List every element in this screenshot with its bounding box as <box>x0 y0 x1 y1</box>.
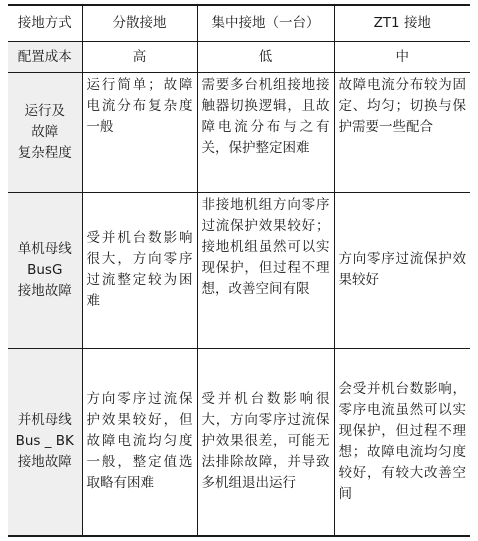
cell-cost-centralized: 低 <box>197 42 334 72</box>
table-row <box>8 192 470 348</box>
cell-busbk-centralized: 受并机台数影响很大，方向零序过流保护效果很差，可能无法排除故障，并导致多机组退出运行 <box>197 348 334 536</box>
row-head-complexity <box>8 72 82 192</box>
row-head-line: 接地故障 <box>17 454 72 471</box>
row-head-line: 复杂程度 <box>17 144 72 161</box>
cell-busg-centralized: 非接地机组方向零序过流保护效果较好；接地机组虽然可以实现保护，但过程不理想，改善空间有限 <box>197 192 334 348</box>
cell-cost-distributed: 高 <box>82 42 197 72</box>
header-distributed: 分散接地 <box>82 5 197 42</box>
cell-complexity-centralized: 需要多台机组接地接触器切换逻辑，且故障电流分布与之有关，保护整定困难 <box>197 72 334 192</box>
row-head-line: 故障 <box>31 123 59 140</box>
row-head-line: 运行及 <box>24 102 65 119</box>
header-grounding-method: 接地方式 <box>8 5 82 42</box>
cell-busbk-distributed: 方向零序过流保护效果较好，但故障电流均匀度一般，整定值选取略有困难 <box>82 348 197 536</box>
row-head-cost <box>8 42 82 72</box>
cell-cost-zt1: 中 <box>334 42 470 72</box>
row-head-line: Bus _ BK <box>15 433 74 450</box>
cell-complexity-distributed: 运行简单；故障电流分布复杂度一般 <box>82 72 197 192</box>
row-head-line: 配置成本 <box>17 48 72 65</box>
row-head-line: BusG <box>27 261 63 278</box>
header-centralized: 集中接地（一台） <box>197 5 334 42</box>
cell-complexity-zt1: 故障电流分布较为固定、均匀；切换与保护需要一些配合 <box>334 72 470 192</box>
table-row <box>8 42 470 72</box>
table-row <box>8 348 470 536</box>
cell-busg-distributed: 受并机台数影响很大，方向零序过流整定较为困难 <box>82 192 197 348</box>
header-zt1: ZT1 接地 <box>334 5 470 42</box>
row-head-busg-fault <box>8 192 82 348</box>
table-row <box>8 72 470 192</box>
row-head-line: 接地故障 <box>17 282 72 299</box>
cell-busbk-zt1: 会受并机台数影响，零序电流虽然可以实现保护，但过程不理想；故障电流均匀度较好，有较大改善空间 <box>334 348 470 536</box>
row-head-line: 单机母线 <box>17 240 72 257</box>
header-row <box>8 5 470 42</box>
row-head-line: 并机母线 <box>17 412 72 429</box>
row-head-busbk-fault <box>8 348 82 536</box>
cell-busg-zt1: 方向零序过流保护效果较好 <box>334 192 470 348</box>
grounding-comparison-table <box>8 4 470 537</box>
